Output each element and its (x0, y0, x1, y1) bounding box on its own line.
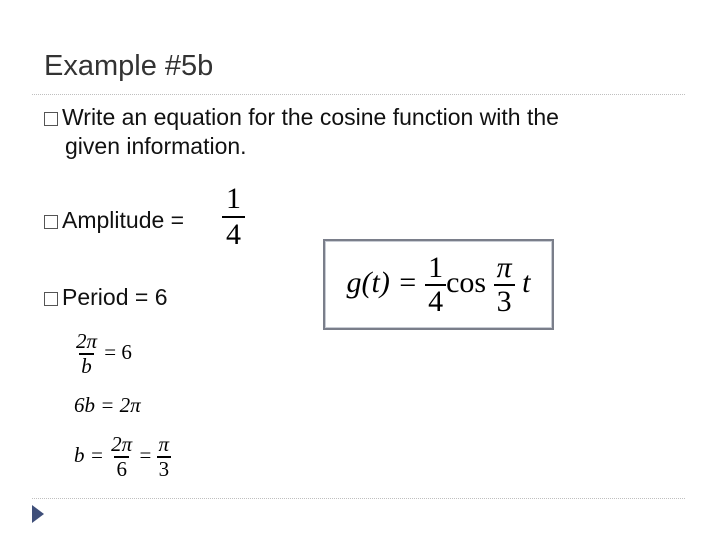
work-step-2: 6b = 2π (74, 393, 141, 417)
step3-lhs: b = (74, 442, 104, 467)
bullet-box-icon (44, 292, 58, 306)
title-divider (32, 94, 685, 95)
bullet-period (44, 284, 168, 311)
arg-numerator: π (496, 250, 512, 284)
amplitude-denominator: 4 (222, 216, 245, 252)
bullet-box-icon (44, 112, 58, 126)
step1-denominator: b (81, 354, 92, 378)
step3-equals: = (139, 442, 152, 467)
bullet-box-icon (44, 215, 58, 229)
final-equation (347, 252, 531, 318)
step3-frac2-denominator: 3 (158, 457, 170, 481)
step3-frac1-denominator: 6 (116, 457, 127, 481)
amplitude-label: Amplitude = (62, 207, 185, 233)
footer-divider (32, 498, 685, 499)
period-label: Period = 6 (62, 284, 168, 310)
step1-rhs: = 6 (104, 339, 132, 364)
bullet-instruction-line1: Write an equation for the cosine function with the (62, 104, 559, 130)
coef-denominator: 4 (425, 284, 446, 318)
bullet-amplitude (44, 207, 184, 234)
final-equation-box (323, 239, 554, 330)
amplitude-fraction (222, 182, 245, 252)
work-step-3 (74, 433, 171, 481)
slide-title: Example #5b (44, 50, 214, 82)
bullet-instruction (44, 104, 559, 131)
work-step-1 (74, 330, 132, 378)
step3-frac2-numerator: π (158, 432, 170, 456)
step1-numerator: 2π (76, 329, 98, 353)
equation-func: cos (446, 265, 487, 299)
step3-frac1-numerator: 2π (111, 432, 133, 456)
equation-var: t (522, 265, 531, 299)
equation-lhs: g(t) = (346, 265, 418, 299)
bullet-instruction-line2: given information. (65, 133, 247, 159)
arg-denominator: 3 (494, 284, 515, 318)
amplitude-numerator: 1 (226, 182, 241, 215)
play-arrow-icon (32, 505, 44, 523)
coef-numerator: 1 (428, 250, 444, 284)
